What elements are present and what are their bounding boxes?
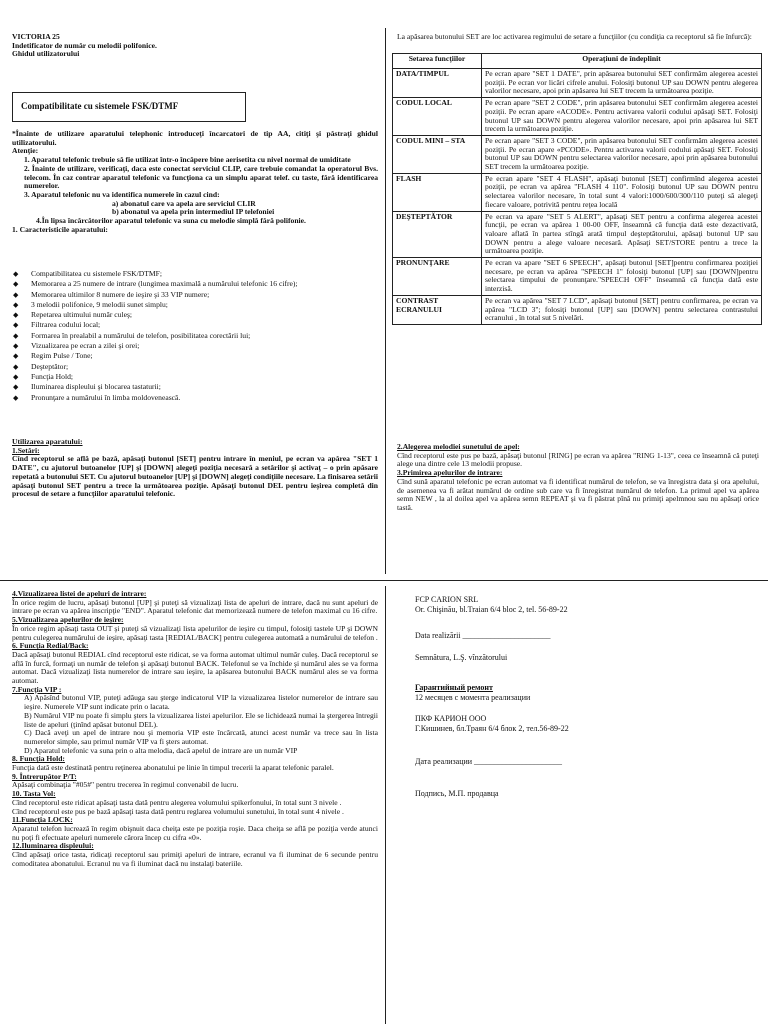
table-cell-operation: Pe ecran apare "SET 1 DATE", prin apăsarea butonului SET confirmăm alegerea acestei poziţii. Pe ecran vor licări cifrele anului. Folosiţi butonul UP sau DOWN pentru alegerea valorilor necesare, apoi prin apăsarea lui SET trecem la următoarea poziţie. [482,69,762,98]
left-top-panel [12,33,378,59]
section-title: 6. Funcţia Redial/Back: [12,641,89,651]
compat-title: Compatibilitate cu sistemele FSK/DTMF [21,101,179,111]
vip-item: A) Apăsînd butonul VIP, puteţi adăuga sau şterge indicatorul VIP la vizualizarea listelor numerelor de intrare sau ieşire. Numerele VIP sunt indicate prin o lacata. [24,693,378,712]
section-title: 11.Funcţia LOCK: [12,815,73,825]
section-title: 10. Tasta Vol: [12,789,56,799]
right-lower-text [397,443,759,513]
feature-item: ◆ Memorarea ultimilor 8 numere de ieşire şi 33 VIP numere; [12,291,378,301]
table-header-row [393,54,762,69]
incoming-text: Cînd sună aparatul telefonic pe ecran automat va fi identificat numărul de telefon, se va înregistra data şi ora apelului, de asemenea va fi arătat numărul de ordine sub care va fi înregistrat numărul de telefon. La primul apel va apărea semn NEW , la al doilea apel va apărea semn REPEAT şi va fi păstrat pînă nu primiţi apelmnou sau nu apăsaţi orice tastă. [397,476,759,512]
feature-item: ◆ Vizualizarea pe ecran a zilei şi orei; [12,342,378,352]
company-address-ru: Г.Кишинев, бл.Траян 6/4 блок 2, тел.56-89-22 [415,724,569,733]
feature-item: ◆ Iluminarea displeului şi blocarea tastaturii; [12,383,378,393]
table-cell-operation: Pe ecran va apărea "SET 7 LCD", apăsaţi butonul [SET] pentru confirmarea, pe ecran va apărea "LCD 3"; folosiţi butonul [UP] sau [DOWN] pentru selectarea contrastului ecranului , în total sut 5 nivelări. [482,295,762,324]
section-text: Cînd apăsaţi orice tasta, ridicaţi receptorul sau primiţi apeluri de intrare, ecranul va fi iluminat de 6 secunde pentru comoditatea abonatului. Ecranul nu va fi iluminat dacă nu instalaţi bateriile. [12,850,378,868]
feature-item: ◆ Deşteptător; [12,363,378,373]
table-cell-operation: Pe ecran apare "SET 2 CODE", prin apăsarea butonului SET confirmăm alegerea acestei poziţii. Pe ecran apare «ACODE». Pentru activarea valorii codului apăsaţi SET. Folosiţi butonul UP sau DOWN pentru alegerea valorilor necesare, apoi prin apăsarea lui SET trecem la următoarea poziţie. [482,98,762,136]
usage-section [12,438,378,499]
usage-title: Utilizarea aparatului: [12,437,83,446]
seller-signature-field-ru: Подпись, М.П. продавца [415,789,499,798]
table-row [393,295,762,324]
horizontal-divider [0,580,768,581]
sub-note-a: a) abonatul care va apela are serviciul CLIR [112,198,256,208]
feature-item: ◆ Filtrarea codului local; [12,321,378,331]
seller-signature-field: Semnătura, L.Ş. vînzătorului [415,653,508,662]
doc-title-line-3: Ghidul utilizatorului [12,49,80,59]
table-cell-operation: Pe ecran apare "SET 3 CODE", prin apăsarea butonului SET confirmăm alegerea acestei poziţii. Pe ecran apare «PCODE». Pentru activarea valorii codului apăsaţi SET. Folosiţi butonul UP sau DOWN pentru selectarea valorilor necesare, apoi prin apăsarea butonului SET trecem la următoarea poziţie. [482,135,762,173]
section-text: În orice regim de lucru, apăsaţi butonul [UP] şi puteţi să vizualizaţi lista de apeluri de intrare, dacă nu sunt apeluri de intrare pe ecran va apărea inscripţie "END". Aparatul telefonic dat memorizează numere de telefon maximal cu 16 cifre. [12,597,378,616]
section-text: Funcţia dată este destinată pentru reţinerea abonatului pe linie în timpul trecerii la aparat telefonic paralel. [12,763,334,773]
section-text: Apăsaţi combinaţia "#05#" pentru trecerea în regimul convenabil de lucru. [12,780,239,790]
vip-item: C) Dacă aveţi un apel de intrare nou şi memoria VIP este încărcată, atunci acest număr va trece sau în lista numerelor simple, sau primul număr VIP va fi şters automat. [24,728,378,746]
left-bottom-panel [12,590,378,869]
feature-item: ◆ Regim Pulse / Tone; [12,352,378,362]
incoming-title: 3.Primirea apelurilor de intrare: [397,468,503,478]
table-row [393,173,762,211]
table-cell-function: FLASH [393,173,482,211]
company-address: Or. Chişinău, bl.Traian 6/4 bloc 2, tel. 56-89-22 [415,605,568,614]
vertical-divider-bottom [385,586,386,1024]
table-row [393,211,762,258]
note-2: 2. Înainte de utilizare, verificaţi, daca este conectat serviciul CLIP, care trebuie comandat la operatorul Bvs. telecom. În caz contrar aparatul telefonic va funcţiona ca un simplu aparat telef. cu taste, fără identificarea numerelor. [24,163,378,191]
doc-title-line-1: VICTORIA 25 [12,32,60,41]
table-cell-operation: Pe ecran apare "SET 4 FLASH", apăsaţi butonul [SET] confirmînd alegerea acestei poziţii, pe ecran va apărea "FLASH 4 110". Folosiţi butonul UP sau DOWN pentru selectarea valorilor necesare, în total sunt 4 valori:1000/600/300/110 puteţi să alegeţi fiecare valoare, potrivită pentru reţea locală [482,173,762,211]
vip-item: D) Aparatul telefonic va suna prin o alta melodia, dacă apelul de intrare are un număr VIP [24,745,298,755]
feature-item: ◆ 3 melodii polifonice, 9 melodii sunet simplu; [12,301,378,311]
settings-text: Cînd receptorul se află pe bază, apăsaţi butonul [SET] pentru intrare în meniul, pe ecran va apărea "SET 1 DATE", cu ajutorul butoanelor [UP] şi [DOWN] alegeţi poziţia necesară a setărilor şi activaţ – o prin apăsare repetată a butonului SET. Cu ajutorul butoanelor [UP] şi [DOWN] alegeţi condiţiile necesare. La finisarea setării apăsaţi butonul SET pentru a trece la următoarea poziţie. Apăsaţi butonul DEL pentru ieşirea completă din procesul de setare a funcţiilor aparatului telefonic. [12,454,378,499]
sub-note-b: b) abonatul va apela prin intermediul IP telefoniei [112,207,275,217]
compat-title-box [12,92,246,122]
feature-item: ◆ Funcţia Hold; [12,373,378,383]
feature-item: ◆ Formarea în prealabil a numărului de telefon, posibilitatea corectării lui; [12,332,378,342]
section-title: 7.Funcţia VIP : [12,684,62,694]
vertical-divider-top [385,28,386,574]
left-notes [12,130,378,234]
functions-table [392,53,762,325]
section-text: În orice regim apăsaţi tasta OUT şi puteţi să vizualizaţi lista apelurilor de ieşire cu timpul, folosiţi tastele UP şi DOWN pentru culegerea numărului de ieşire, apăsaţi tasta [REDIAL/BACK] pentru culegerea automată a numărului de telefon . [12,623,378,642]
company-name-ru: ПКФ КАРИОН ООО [415,714,487,723]
section-text: Aparatul telefon lucrează în regim obişnuit daca cheiţa este pe poziţia roşie. Daca cheiţa se află pe poziţia verde atunci nu poţi fi efectuate apeluri numerele cărora încep cu cifra «0». [12,823,378,842]
attention-label: Atenţie: [12,146,39,156]
table-cell-operation: Pe ecran va apare "SET 6 SPEECH", apăsaţi butonul [SET]pentru confirmarea poziţiei necesare, pe ecran va apărea "SPEECH 1" folosiţi butonul [UP] sau [DOWN]pentru selectarea timpului de pronunţare."SPEECH OFF" înseamnă că funcţia dată este interzisă. [482,258,762,296]
note-1: 1. Aparatul telefonic trebuie să fie utilizat într-o încăpere bine aerisetita cu nivel normal de umiditate [24,155,351,165]
features-list [12,270,378,404]
table-header-operations: Operaţiuni de îndeplinit [482,54,762,69]
table-row [393,135,762,173]
section-title: 5.Vizualizarea apelurilor de ieşire: [12,615,124,625]
table-cell-function: DEŞTEPTĂTOR [393,211,482,258]
table-cell-function: DATA/TIMPUL [393,69,482,98]
sale-date-field: Data realizării ______________________ [415,631,551,640]
table-row [393,98,762,136]
company-name: FCP CARION SRL [415,595,479,604]
feature-item: ◆ Repetarea ultimului număr culeş; [12,311,378,321]
section-title: 9. Întrerupător P/T: [12,771,77,781]
feature-item: ◆ Compatibilitatea cu sistemele FSK/DTMF; [12,270,378,280]
table-cell-function: PRONUNŢARE [393,258,482,296]
warranty-title: Гарантийный ремонт [415,683,493,692]
note-4: 4.În lipsa încărcătorilor aparatul telefonic va suna cu melodie simplă fără polifonie. [36,216,306,226]
intro-note: *Înainte de utilizare aparatului telephonic introduceţi încarcatori de tip AA, citiţi şi păstraţi ghidul utilizatorului. [12,129,378,147]
doc-title-line-2: Indetificator de număr cu melodii polifonice. [12,40,157,50]
settings-title: 1.Setări: [12,445,40,455]
melody-title: 2.Alegerea melodiei sunetului de apel: [397,442,520,451]
section-text: Cînd receptorul este ridicat apăsaţi tasta dată pentru alegerea volumului spikerfonului, în total sunt 3 nivele . Cînd receptorul este pus pe bază apăsaţi tasta dată pentru reglarea volumului sunetului, în total sunt 4 nivele . [12,797,344,816]
set-intro: La apăsarea butonului SET are loc activarea regimului de setare a funcţiilor (cu condiţia ca receptorul să fie înfurcă): [397,32,752,41]
table-cell-function: CODUL LOCAL [393,98,482,136]
table-cell-function: CODUL MINI – STA [393,135,482,173]
table-header-functions: Setarea funcţiilor [393,54,482,69]
feature-item: ◆ Pronunţare a numărului în limba moldovenească. [12,394,378,404]
section-title: 4.Vizualizarea listei de apeluri de intrare: [12,589,147,598]
section-text: Dacă apăsaţi butonul REDIAL cînd receptorul este ridicat, se va forma automat ultimul număr culeş. Dacă receptorul se află în furcă, formaţi un număr de telefon şi apăsaţi butonul BACK. Telefonul se va închide şi numărul ales se va forma automat. Dacă vizualizaţi lista numerelor de intrare sau ieşire, la apăsarea butonului BACK numărul ales se va forma automat. [12,649,378,686]
note-3: 3. Aparatul telefonic nu va identifica numerele în cazul cind: [24,189,220,199]
feature-item: ◆ Memorarea a 25 numere de intrare (lungimea maximală a numărului telefonic 16 cifre); [12,280,378,290]
section-title: 8. Funcţia Hold: [12,754,65,764]
table-cell-function: CONTRAST ECRANULUI [393,295,482,324]
warranty-text: 12 месяцев с момента реализации [415,693,531,702]
sale-date-field-ru: Дата реализации ______________________ [415,757,563,766]
table-cell-operation: Pe ecran va apare "SET 5 ALERT", apăsaţi SET pentru a confirma alegerea acestei funcţii, pe ecran va apărea 1 00-00 OFF, înseamnă că funcţia dată este dezactivată, valoare aflată în partea stîngă arată timpul deşteptătorului, apăsaţi butonul UP sau DOWN pentru a alege valoare necesară. Apăsaţi SET/STORE pentru a trece la următoarea poziţie. [482,211,762,258]
table-row [393,69,762,98]
chars-title: 1. Caracteristicile aparatului: [12,224,108,234]
section-title: 12.Iluminarea displeului: [12,841,94,851]
vip-item: B) Numărul VIP nu poate fi simplu şters la vizualizarea listei apelurilor. Ele se lichidează numai la ştergerea întregii liste de apeluri (ţinînd apăsat butonul DEL). [24,710,378,729]
melody-text: Cînd receptorul este pus pe bază, apăsaţi butonul [RING] pe ecran va apărea "RING 1-13", ceea ce înseamnă că puteţi alege una dintre cele 13 melodii propuse. [397,450,759,469]
warranty-panel [415,595,760,799]
table-row [393,258,762,296]
